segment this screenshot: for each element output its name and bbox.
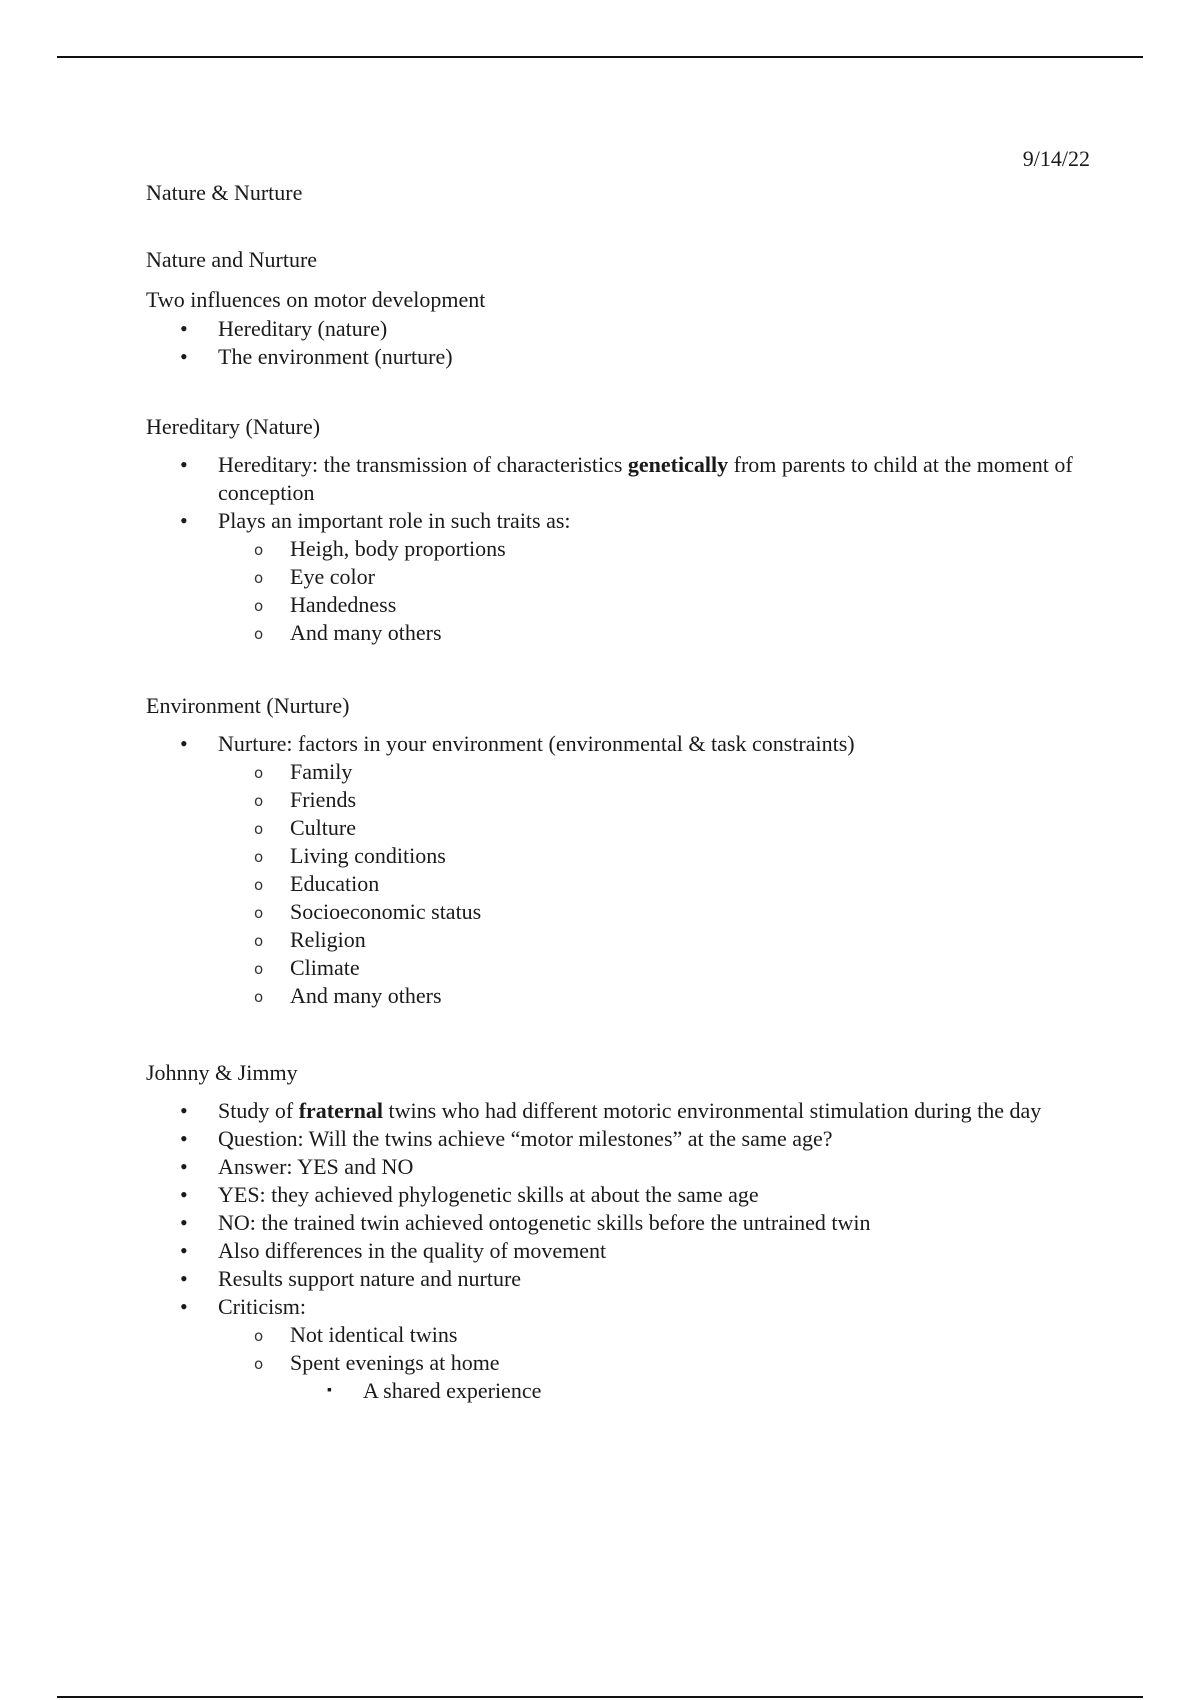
environment-list xyxy=(218,730,1098,1010)
hereditary-list xyxy=(218,451,1098,647)
sublist-item: o And many others xyxy=(290,982,1098,1010)
sublist-item: o Friends xyxy=(290,786,1098,814)
criticism-subsublist xyxy=(290,1377,1098,1405)
bold-term: genetically xyxy=(627,452,729,477)
intro-heading: Nature and Nurture xyxy=(146,247,318,272)
sublist-item: o Living conditions xyxy=(290,842,1098,870)
sublist-item: o Culture xyxy=(290,814,1098,842)
factors-sublist xyxy=(218,758,1098,1010)
sublist-item: o Heigh, body proportions xyxy=(290,535,1098,563)
sublist-item: o And many others xyxy=(290,619,1098,647)
twins-heading: Johnny & Jimmy xyxy=(146,1060,298,1085)
list-item: • YES: they achieved phylogenetic skills at about the same age xyxy=(218,1181,1098,1209)
sublist-item: o Eye color xyxy=(290,563,1098,591)
list-item: • Question: Will the twins achieve “motor milestones” at the same age? xyxy=(218,1125,1098,1153)
bottom-rule xyxy=(57,1696,1143,1698)
list-item: • Hereditary (nature) xyxy=(218,315,1098,343)
top-rule xyxy=(57,56,1143,58)
list-item: • Also differences in the quality of movement xyxy=(218,1237,1098,1265)
subsublist-item: ▪ A shared experience xyxy=(363,1377,1098,1405)
list-item: • Hereditary: the transmission of characteristics genetically from parents to child at the moment of conception xyxy=(218,451,1098,507)
list-item: • Criticism: o Not identical twins o Spent evenings at home ▪ A shared experience xyxy=(218,1293,1098,1405)
date: 9/14/22 xyxy=(1022,146,1090,171)
traits-sublist xyxy=(218,535,1098,647)
hereditary-heading: Hereditary (Nature) xyxy=(146,414,321,439)
sublist-item: o Spent evenings at home ▪ A shared experience xyxy=(290,1349,1098,1405)
sublist-item: o Climate xyxy=(290,954,1098,982)
list-item: • NO: the trained twin achieved ontogenetic skills before the untrained twin xyxy=(218,1209,1098,1237)
sublist-item: o Not identical twins xyxy=(290,1321,1098,1349)
list-item: • Study of fraternal twins who had different motoric environmental stimulation during the day xyxy=(218,1097,1098,1125)
list-item: • The environment (nurture) xyxy=(218,343,1098,371)
criticism-sublist xyxy=(218,1321,1098,1405)
list-item: • Plays an important role in such traits as: o Heigh, body proportions o Eye color o Handedness o And many others xyxy=(218,507,1098,647)
list-item: • Answer: YES and NO xyxy=(218,1153,1098,1181)
intro-lead: Two influences on motor development xyxy=(146,287,486,312)
sublist-item: o Religion xyxy=(290,926,1098,954)
document-title: Nature & Nurture xyxy=(146,180,303,205)
bold-term: fraternal xyxy=(298,1098,383,1123)
intro-list xyxy=(218,315,1098,371)
sublist-item: o Education xyxy=(290,870,1098,898)
list-item: • Nurture: factors in your environment (environmental & task constraints) o Family o Friends o Culture o Living conditions o Education o Socioeconomic status o Religion o Climate o And many others xyxy=(218,730,1098,1010)
sublist-item: o Handedness xyxy=(290,591,1098,619)
list-item: • Results support nature and nurture xyxy=(218,1265,1098,1293)
twins-list xyxy=(218,1097,1098,1405)
sublist-item: o Family xyxy=(290,758,1098,786)
sublist-item: o Socioeconomic status xyxy=(290,898,1098,926)
environment-heading: Environment (Nurture) xyxy=(146,693,350,718)
